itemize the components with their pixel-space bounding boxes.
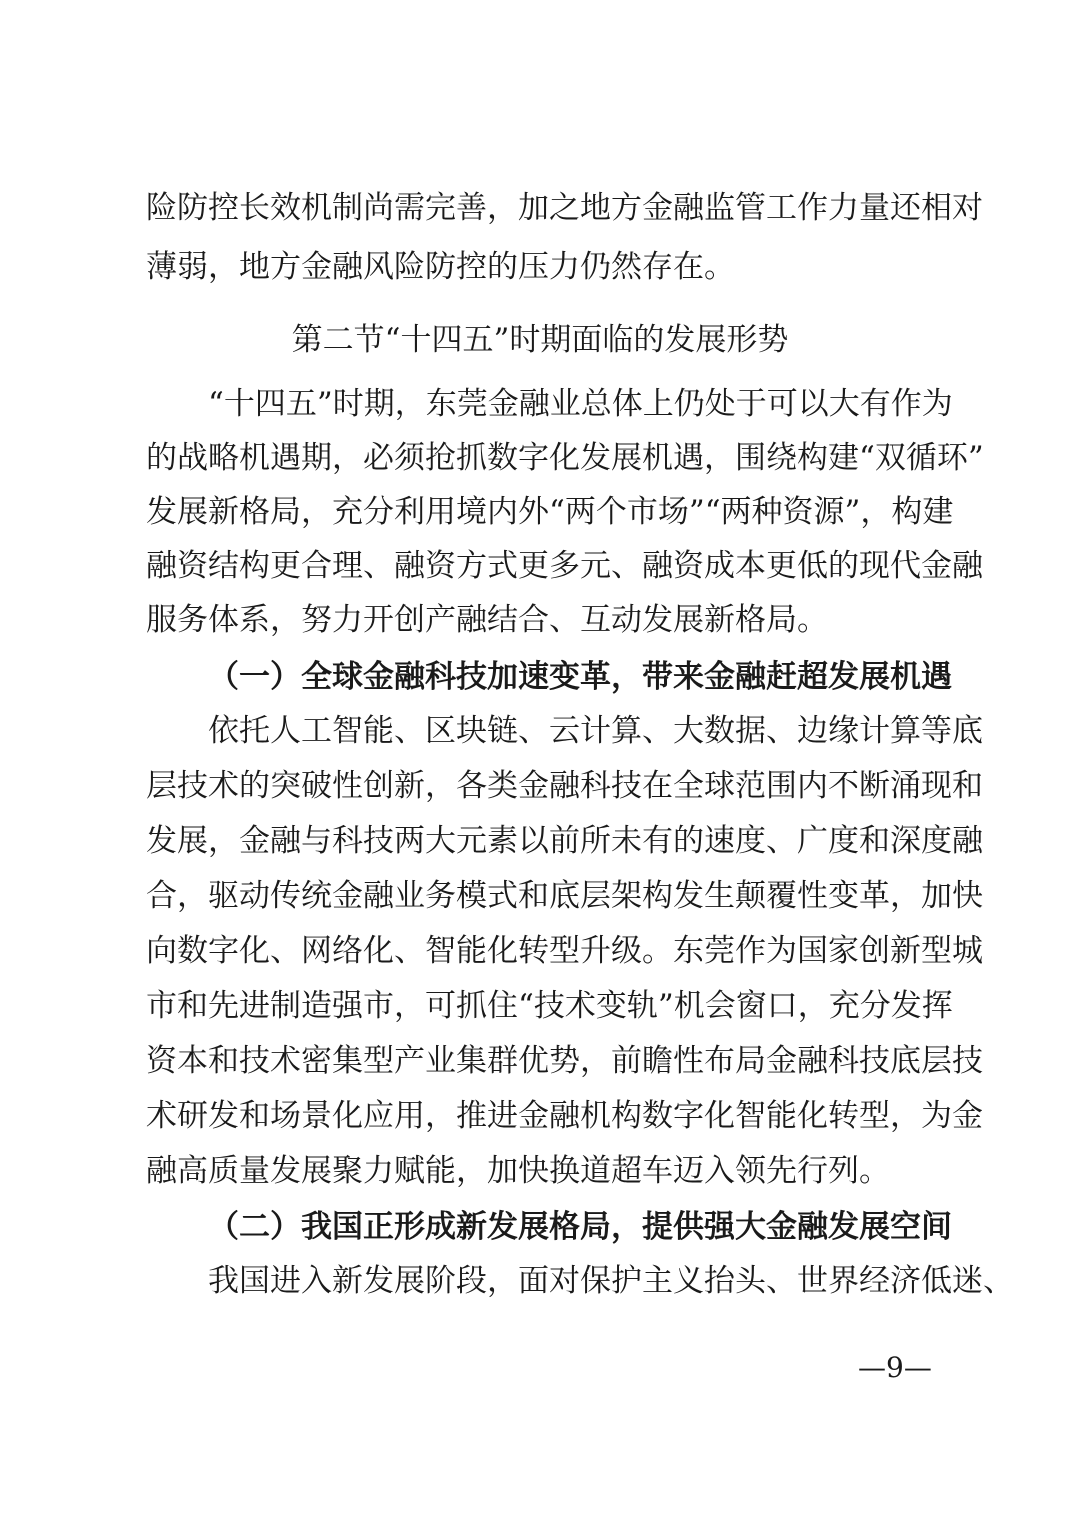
body-text-line: 险防控长效机制尚需完善，加之地方金融监管工作力量还相对 (146, 190, 983, 226)
body-text-line: 我国进入新发展阶段，面对保护主义抬头、世界经济低迷、 (208, 1263, 1014, 1299)
body-text-line: 融高质量发展聚力赋能，加快换道超车迈入领先行列。 (146, 1153, 890, 1189)
body-text-line: “十四五”时期，东莞金融业总体上仍处于可以大有作为 (208, 386, 953, 422)
body-text-line: 薄弱，地方金融风险防控的压力仍然存在。 (146, 249, 735, 285)
body-text-line: 资本和技术密集型产业集群优势，前瞻性布局金融科技底层技 (146, 1043, 983, 1079)
page-number: —9— (858, 1351, 932, 1384)
body-text-line: 术研发和场景化应用，推进金融机构数字化智能化转型，为金 (146, 1098, 983, 1134)
body-text-line: 市和先进制造强市，可抓住“技术变轨”机会窗口，充分发挥 (146, 988, 953, 1024)
section-title: 第二节“十四五”时期面临的发展形势 (291, 322, 789, 358)
subsection-heading: （二）我国正形成新发展格局，提供强大金融发展空间 (208, 1209, 952, 1245)
subsection-heading: （一）全球金融科技加速变革，带来金融赶超发展机遇 (208, 659, 952, 695)
body-text-line: 融资结构更合理、融资方式更多元、融资成本更低的现代金融 (146, 548, 983, 584)
body-text-line: 发展新格局，充分利用境内外“两个市场”“两种资源”，构建 (146, 494, 954, 530)
body-text-line: 依托人工智能、区块链、云计算、大数据、边缘计算等底 (208, 713, 983, 749)
body-text-line: 发展，金融与科技两大元素以前所未有的速度、广度和深度融 (146, 823, 983, 859)
body-text-line: 服务体系，努力开创产融结合、互动发展新格局。 (146, 602, 828, 638)
body-text-line: 合，驱动传统金融业务模式和底层架构发生颠覆性变革，加快 (146, 878, 983, 914)
body-text-line: 向数字化、网络化、智能化转型升级。东莞作为国家创新型城 (146, 933, 983, 969)
body-text-line: 的战略机遇期，必须抢抓数字化发展机遇，围绕构建“双循环” (146, 440, 984, 476)
body-text-line: 层技术的突破性创新，各类金融科技在全球范围内不断涌现和 (146, 768, 983, 804)
